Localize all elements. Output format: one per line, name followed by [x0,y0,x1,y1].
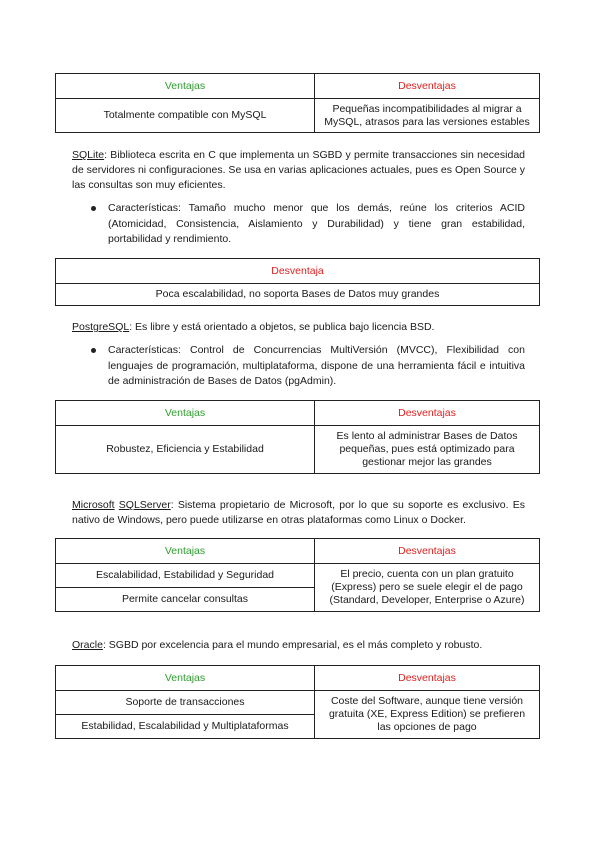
table-header-pros: Ventajas [56,74,315,99]
sqlite-features: Características: Tamaño mucho menor que los demás, reúne los criterios ACID (Atomicidad, Consistencia, Aislamiento y Durabilidad) y tiene gran estabilidad, portabilidad y rendimiento. [108,202,525,245]
sqlite-table [55,258,540,306]
table-cell-con: Coste del Software, aunque tiene versión gratuita (XE, Express Edition) se prefieren las opciones de pago [315,691,540,739]
table-header-pros: Ventajas [56,666,315,691]
postgresql-paragraph [72,320,525,335]
bullet-dot [91,348,96,353]
postgresql-description: : Es libre y está orientado a objetos, se publica bajo licencia BSD. [129,321,435,333]
sqlite-paragraph [72,148,525,193]
table-header-cons: Desventajas [315,539,540,564]
table-cell-pro: Escalabilidad, Estabilidad y Seguridad [56,564,315,588]
postgresql-name: PostgreSQL [72,321,130,333]
mysql-comparison-table [55,73,540,133]
oracle-paragraph [72,638,525,653]
sqlite-name: SQLite [72,149,105,161]
postgresql-features: Características: Control de Concurrencias MultiVersión (MVCC), Flexibilidad con lenguajes de programación, multiplataforma, dispone de una herramienta fácil e intuitiva de administración de Bases de Datos (pgAdmin). [108,344,525,387]
bullet-dot [91,206,96,211]
table-cell-pro: Soporte de transacciones [56,691,315,715]
table-cell-pro: Permite cancelar consultas [56,588,315,612]
table-cell-con: Poca escalabilidad, no soporta Bases de Datos muy grandes [56,284,540,306]
table-header-cons: Desventaja [56,259,540,284]
oracle-description: : SGBD por excelencia para el mundo empresarial, es el más completo y robusto. [102,639,483,651]
table-header-cons: Desventajas [315,666,540,691]
sqlserver-table [55,538,540,612]
postgresql-table [55,400,540,474]
sqlserver-description: : Sistema propietario de Microsoft, por lo que su soporte es exclusivo. Es nativo de Windows, pero puede utilizarse en otras plataformas como Linux o Docker. [72,499,525,526]
table-cell-pro: Totalmente compatible con MySQL [56,99,315,133]
sqlite-features-bullet [108,201,525,248]
oracle-name: Oracle [72,639,103,651]
table-header-cons: Desventajas [315,401,540,426]
sqlserver-name: SQLServer [118,499,171,511]
table-cell-pro: Estabilidad, Escalabilidad y Multiplataformas [56,715,315,739]
table-header-pros: Ventajas [56,401,315,426]
table-cell-pro: Robustez, Eficiencia y Estabilidad [56,426,315,474]
table-cell-con: El precio, cuenta con un plan gratuito (Express) pero se suele elegir el de pago (Standard, Developer, Enterprise o Azure) [315,564,540,612]
oracle-table [55,665,540,739]
table-header-pros: Ventajas [56,539,315,564]
table-cell-con: Es lento al administrar Bases de Datos pequeñas, pues está optimizado para gestionar mejor las grandes [315,426,540,474]
table-cell-con: Pequeñas incompatibilidades al migrar a MySQL, atrasos para las versiones estables [315,99,540,133]
table-header-cons: Desventajas [315,74,540,99]
postgresql-features-bullet [108,343,525,390]
sqlite-description: : Biblioteca escrita en C que implementa un SGBD y permite transacciones sin necesidad de servidores ni configuraciones. Se usa en varias aplicaciones actuales, pues es Open Source y las consultas son muy eficientes. [72,149,525,191]
sqlserver-paragraph [72,498,525,528]
sqlserver-name-microsoft: Microsoft [72,499,115,511]
